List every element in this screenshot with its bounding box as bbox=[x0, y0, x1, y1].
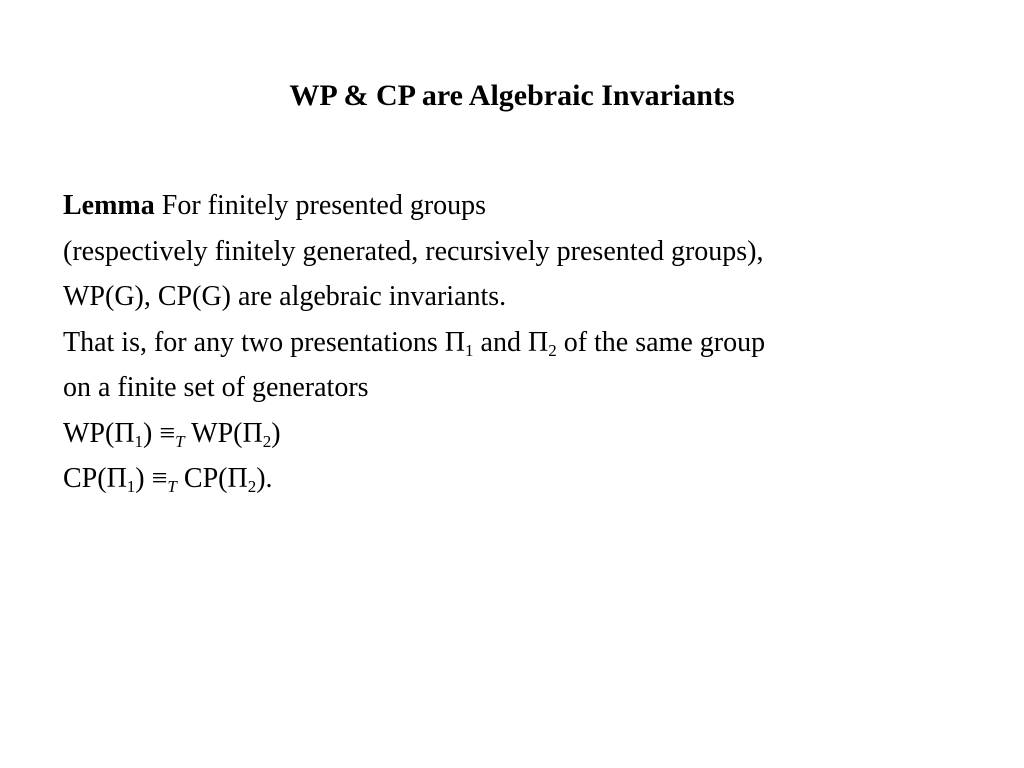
lemma-line-1-text: For finitely presented groups bbox=[161, 190, 487, 221]
lemma-line-2: (respectively finitely generated, recursively presented groups), bbox=[63, 235, 764, 267]
cp-part-d: ). bbox=[256, 463, 273, 494]
cp-part-b: ) ≡ bbox=[135, 463, 168, 494]
cp-part-c: CP(Π bbox=[176, 463, 248, 494]
lemma-line-3: WP(G), CP(G) are algebraic invariants. bbox=[63, 281, 507, 312]
wp-part-a: WP(Π bbox=[63, 417, 135, 449]
subscript-1: 1 bbox=[465, 340, 474, 360]
lemma-line-4-part-b: and Π bbox=[473, 326, 549, 358]
subscript-t: T bbox=[175, 431, 185, 451]
lemma-label: Lemma bbox=[63, 190, 155, 221]
lemma-line-5: on a finite set of generators bbox=[63, 372, 369, 403]
subscript-2: 2 bbox=[247, 477, 257, 496]
subscript-2: 2 bbox=[262, 431, 272, 451]
lemma-line-1 bbox=[63, 183, 1003, 229]
wp-part-b: ) ≡ bbox=[143, 417, 176, 449]
subscript-t: T bbox=[167, 477, 177, 496]
subscript-1: 1 bbox=[126, 477, 136, 496]
wp-part-d: ) bbox=[271, 417, 281, 449]
wp-equivalence-line bbox=[63, 411, 1003, 457]
subscript-2: 2 bbox=[548, 340, 557, 360]
lemma-line-4-part-a: That is, for any two presentations Π bbox=[63, 326, 466, 358]
lemma-line-4-part-c: of the same group bbox=[556, 326, 766, 358]
subscript-1: 1 bbox=[134, 431, 144, 451]
slide-title: WP & CP are Algebraic Invariants bbox=[289, 79, 735, 112]
lemma-line-4 bbox=[63, 320, 1003, 366]
wp-part-c: WP(Π bbox=[184, 417, 263, 449]
lemma-block bbox=[63, 183, 1003, 502]
cp-part-a: CP(Π bbox=[63, 463, 127, 494]
cp-equivalence-line bbox=[63, 456, 1003, 502]
